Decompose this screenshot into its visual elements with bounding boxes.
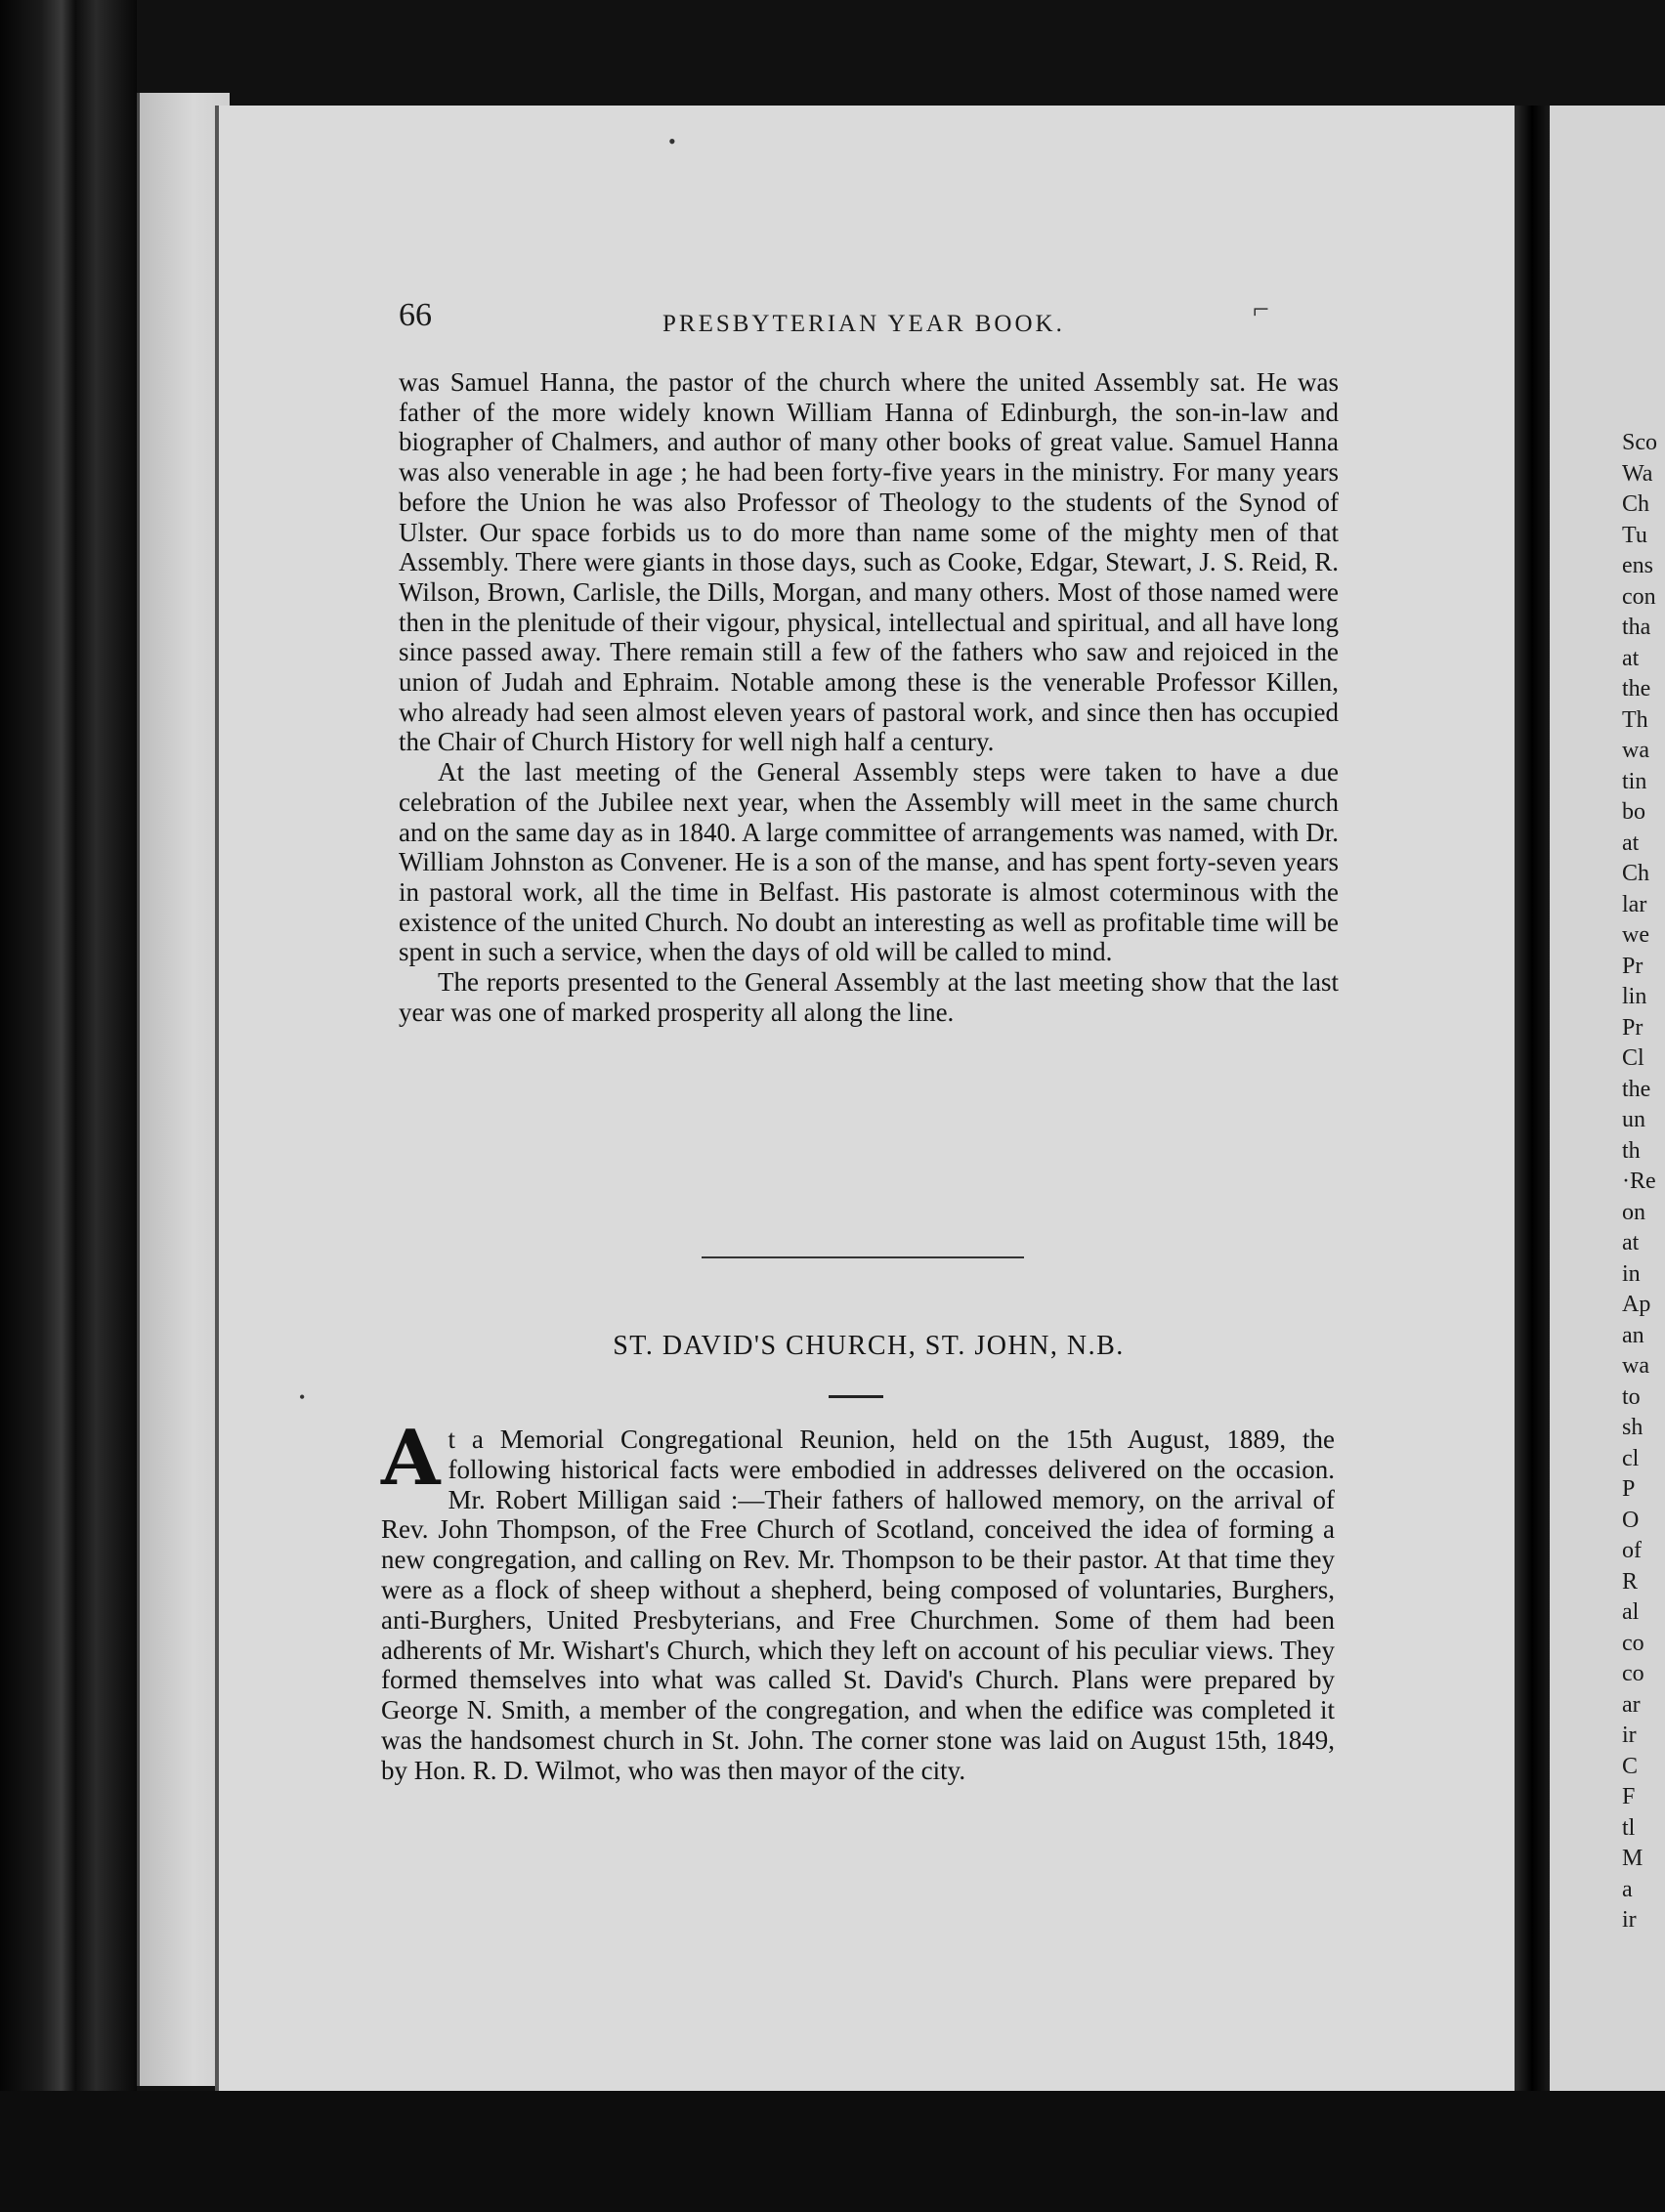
paragraph: At the last meeting of the General Assembly steps were taken to have a due celebration of the Jubilee next year, when the Assembly will meet in the same church and on the same day as in 1840. A large committee of arrangements was named, with Dr. William Johnston as Convener. He is a son of the manse, and has spent forty-seven years in pastoral work, all the time in Belfast. His pastorate is almost coterminous with the existence of the united Church. No doubt an interesting as well as profitable time will be spent in such a service, when the days of old will be called to mind. bbox=[399, 757, 1339, 967]
heading-rule bbox=[829, 1395, 883, 1398]
facing-page-fragment: ar bbox=[1622, 1691, 1641, 1718]
facing-page-fragment: cl bbox=[1622, 1445, 1640, 1471]
facing-page-fragment: ·Re bbox=[1622, 1169, 1656, 1194]
facing-page-fragment: at bbox=[1622, 645, 1640, 671]
facing-page-fragment: at bbox=[1622, 1230, 1640, 1255]
facing-page-text bbox=[1622, 428, 1665, 1936]
scan-border bbox=[0, 2091, 1665, 2212]
facing-page-fragment: M bbox=[1622, 1846, 1644, 1871]
facing-page-fragment: tha bbox=[1622, 615, 1651, 640]
pencil-mark: ⌐ bbox=[1253, 293, 1269, 325]
speck: • bbox=[668, 129, 676, 153]
facing-page-fragment: P bbox=[1622, 1476, 1636, 1502]
drop-cap: A bbox=[381, 1414, 441, 1503]
facing-page-fragment: tl bbox=[1622, 1814, 1636, 1841]
facing-page-fragment: Pr bbox=[1622, 953, 1644, 979]
facing-page-fragment: of bbox=[1622, 1538, 1642, 1563]
facing-page-fragment: lin bbox=[1622, 984, 1647, 1009]
facing-page-fragment: to bbox=[1622, 1383, 1641, 1410]
facing-page-fragment: ir bbox=[1622, 1907, 1637, 1933]
paragraph: was Samuel Hanna, the pastor of the church where the united Assembly sat. He was father of the more widely known William Hanna of Edinburgh, the son-in-law and biographer of Chalmers, and author of many other books of great value. Samuel Hanna was also venerable in age ; he had been forty-five years in the ministry. For many years before the Union he was also Professor of Theology to the students of the Synod of Ulster. Our space forbids us to do more than name some of the mighty men of that Assembly. There were giants in those days, such as Cooke, Edgar, Stewart, J. S. Reid, R. Wilson, Brown, Carlisle, the Dills, Morgan, and many others. Most of those named were then in the plenitude of their vigour, physical, intellectual and spiritual, and all have long since passed away. There remain still a few of the fathers who saw and rejoiced in the union of Judah and Ephraim. Notable among these is the venerable Professor Killen, who already had seen almost eleven years of pastoral work, and since then has occupied the Chair of Church History for well nigh half a century. bbox=[399, 367, 1339, 757]
facing-page-fragment: wa bbox=[1622, 1353, 1649, 1379]
facing-page-fragment: sh bbox=[1622, 1415, 1644, 1440]
paragraph: The reports presented to the General Assembly at the last meeting show that the last year was one of marked prosperity all along the line. bbox=[399, 967, 1339, 1027]
facing-page-fragment: co bbox=[1622, 1661, 1644, 1686]
facing-page-fragment: ir bbox=[1622, 1723, 1637, 1748]
book-gutter bbox=[1515, 106, 1550, 2099]
page-number: 66 bbox=[399, 297, 432, 333]
facing-page-fragment: F bbox=[1622, 1784, 1636, 1809]
facing-page-fragment: th bbox=[1622, 1137, 1641, 1164]
facing-page-fragment: Sco bbox=[1622, 430, 1657, 455]
running-title: PRESBYTERIAN YEAR BOOK. bbox=[662, 311, 1065, 337]
facing-page-fragment: Th bbox=[1622, 706, 1648, 733]
section-heading: ST. DAVID'S CHURCH, ST. JOHN, N.B. bbox=[613, 1331, 1125, 1361]
body-text bbox=[399, 367, 1339, 1027]
facing-page-fragment: con bbox=[1622, 583, 1656, 610]
facing-page-fragment: Cl bbox=[1622, 1045, 1644, 1071]
facing-page-fragment: a bbox=[1622, 1876, 1633, 1902]
book-binding bbox=[0, 0, 137, 2212]
facing-page-fragment: Tu bbox=[1622, 522, 1647, 548]
facing-page-fragment: C bbox=[1622, 1753, 1639, 1779]
facing-page-fragment: lar bbox=[1622, 891, 1647, 917]
facing-page-fragment: the bbox=[1622, 676, 1651, 702]
facing-page-fragment: an bbox=[1622, 1322, 1644, 1348]
facing-page-fragment: wa bbox=[1622, 738, 1649, 763]
facing-page-fragment: we bbox=[1622, 922, 1649, 948]
article-paragraph: t a Memorial Congregational Reunion, held on the 15th August, 1889, the following historical facts were embodied in addresses delivered on the occasion. Mr. Robert Milligan said :—Their fathers of hallowed memory, on the arrival of Rev. John Thompson, of the Free Church of Scotland, conceived the idea of forming a new congregation, and calling on Rev. Mr. Thompson to be their pastor. At that time they were as a flock of sheep without a shepherd, being composed of voluntaries, Burghers, anti-Burghers, United Presbyterians, and Free Churchmen. Some of them had been adherents of Mr. Wishart's Church, which they left on account of his peculiar views. They formed themselves into what was called St. David's Church. Plans were prepared by George N. Smith, a member of the congregation, and when the edifice was completed it was the handsomest church in St. John. The corner stone was laid on August 15th, 1849, by Hon. R. D. Wilmot, who was then mayor of the city. bbox=[381, 1425, 1335, 1785]
section-divider bbox=[702, 1256, 1024, 1258]
article-text bbox=[381, 1414, 1335, 1786]
facing-page-fragment: R bbox=[1622, 1568, 1639, 1595]
facing-page-fragment: Wa bbox=[1622, 460, 1653, 487]
facing-page-fragment: in bbox=[1622, 1260, 1641, 1287]
speck: • bbox=[299, 1387, 306, 1407]
facing-page-fragment: Pr bbox=[1622, 1014, 1644, 1041]
facing-page-fragment: the bbox=[1622, 1076, 1651, 1102]
facing-page-fragment: al bbox=[1622, 1599, 1640, 1625]
facing-page-fragment: O bbox=[1622, 1507, 1640, 1533]
facing-page-fragment: un bbox=[1622, 1107, 1645, 1132]
facing-page-fragment: Ap bbox=[1622, 1292, 1651, 1317]
facing-page-fragment: Ch bbox=[1622, 861, 1650, 886]
facing-page-fragment: bo bbox=[1622, 799, 1645, 825]
facing-page-fragment: Ch bbox=[1622, 491, 1650, 517]
facing-page-fragment: ens bbox=[1622, 553, 1653, 578]
facing-page-fragment: co bbox=[1622, 1630, 1644, 1656]
facing-page-fragment: at bbox=[1622, 830, 1640, 856]
facing-page-fragment: on bbox=[1622, 1199, 1645, 1225]
facing-page-fragment: tin bbox=[1622, 768, 1647, 794]
